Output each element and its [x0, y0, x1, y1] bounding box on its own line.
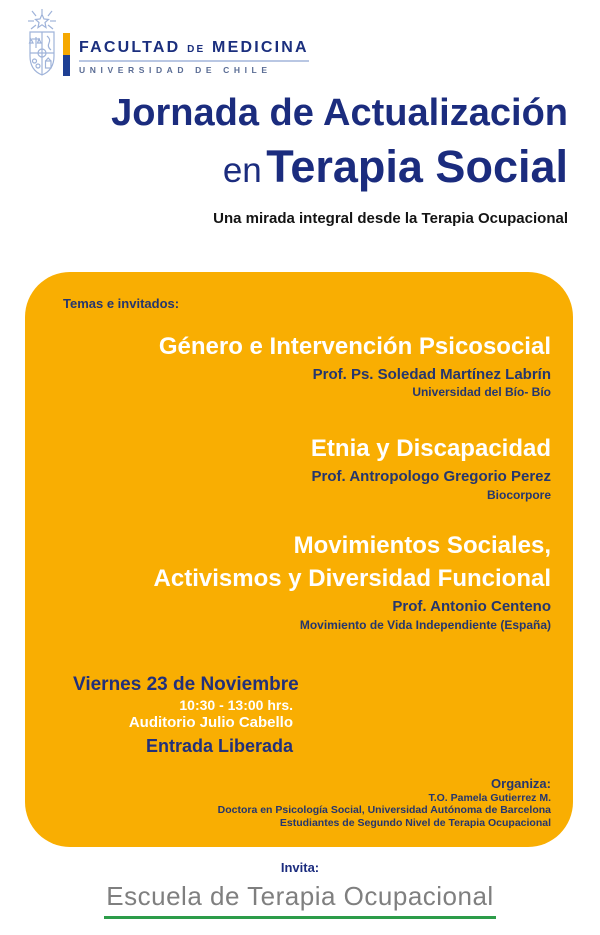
title-line1: Jornada de Actualización	[111, 92, 568, 134]
poster-subtitle: Una mirada integral desde la Terapia Ocupacional	[213, 209, 568, 227]
logo-text	[79, 39, 309, 75]
faculty-name	[79, 39, 309, 57]
invita-label: Invita:	[280, 860, 320, 875]
panel-heading: Temas e invitados:	[63, 296, 180, 311]
topic-title: Etnia y Discapacidad	[310, 435, 551, 463]
event-details	[73, 673, 299, 758]
topic-title-line1: Movimientos Sociales,	[293, 531, 551, 559]
topic-item	[154, 529, 551, 633]
event-venue: Auditorio Julio Cabello	[128, 714, 293, 732]
topics-list	[154, 330, 551, 633]
event-admission: Entrada Liberada	[145, 736, 293, 756]
faculty-word1: FACULTAD	[79, 39, 181, 56]
universidad-de-chile-crest-icon	[23, 8, 61, 89]
school-wrap	[0, 881, 600, 919]
topic-affiliation: Biocorpore	[486, 487, 551, 502]
topic-item	[154, 432, 551, 502]
topic-title-line2: Activismos y Diversidad Funcional	[153, 565, 551, 593]
school-name: Escuela de Terapia Ocupacional	[104, 881, 495, 919]
logo-bar-orange	[63, 33, 70, 55]
organiza-block	[218, 776, 551, 830]
topic-speaker: Prof. Antropologo Gregorio Perez	[311, 467, 551, 485]
title-line2-main: Terapia Social	[266, 140, 568, 192]
topics-panel	[25, 272, 573, 847]
organiza-line: Estudiantes de Segundo Nivel de Terapia Ocupacional	[279, 817, 551, 830]
faculty-de: DE	[187, 44, 206, 55]
title-line2	[111, 140, 568, 194]
faculty-word2: MEDICINA	[212, 39, 309, 56]
event-date: Viernes 23 de Noviembre	[73, 674, 299, 695]
organiza-line: T.O. Pamela Gutierrez M.	[428, 791, 551, 804]
logo-bar-blue	[63, 55, 70, 76]
topic-speaker: Prof. Ps. Soledad Martínez Labrín	[312, 365, 551, 383]
title-line2-prefix: en	[222, 150, 262, 190]
topic-item	[154, 330, 551, 400]
university-name: UNIVERSIDAD DE CHILE	[79, 60, 309, 75]
organiza-line: Doctora en Psicología Social, Universidad Autónoma de Barcelona	[217, 804, 551, 817]
topic-title: Género e Intervención Psicosocial	[158, 333, 551, 360]
topic-affiliation: Movimiento de Vida Independiente (España)	[299, 617, 551, 632]
topic-affiliation: Universidad del Bío- Bío	[412, 385, 551, 400]
topic-speaker: Prof. Antonio Centeno	[392, 597, 551, 615]
title-block	[111, 90, 568, 227]
event-time: 10:30 - 13:00 hrs.	[179, 696, 293, 713]
organiza-label: Organiza:	[491, 776, 551, 791]
